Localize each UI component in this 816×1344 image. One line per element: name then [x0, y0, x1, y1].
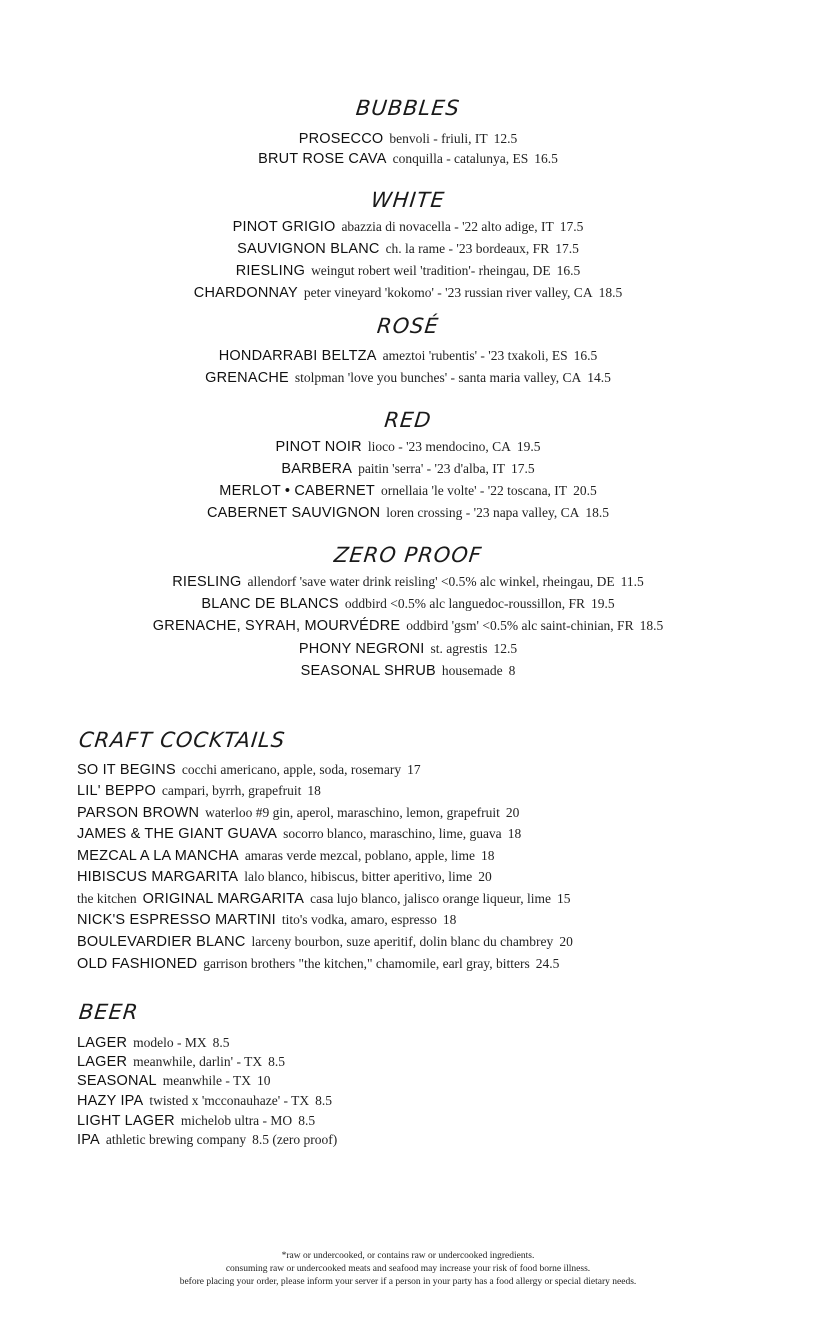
item-price: 17.5 — [511, 461, 535, 476]
item-name: HIBISCUS MARGARITA — [77, 869, 239, 885]
item-name: RIESLING — [172, 574, 242, 590]
item-price: 10 — [257, 1073, 271, 1088]
item-desc: conquilla - catalunya, ES — [392, 151, 529, 166]
item-desc: amaras verde mezcal, poblano, apple, lime — [244, 848, 475, 863]
item-desc: athletic brewing company — [105, 1132, 247, 1147]
item-name: RIESLING — [235, 263, 306, 279]
menu-item — [0, 239, 816, 259]
item-desc: campari, byrrh, grapefruit — [161, 783, 302, 798]
menu-item — [77, 846, 494, 866]
item-desc: meanwhile - TX — [162, 1073, 252, 1088]
item-name: LIL' BEPPO — [77, 783, 156, 799]
menu-item — [77, 760, 421, 780]
item-name: CABERNET SAUVIGNON — [206, 505, 381, 521]
item-name: MEZCAL A LA MANCHA — [77, 848, 239, 864]
item-name: MERLOT • CABERNET — [219, 483, 375, 499]
menu-item — [77, 803, 519, 823]
menu-item — [0, 283, 816, 303]
item-prefix: the kitchen — [77, 891, 137, 906]
item-name: PROSECCO — [298, 131, 384, 147]
item-name: HONDARRABI BELTZA — [218, 348, 377, 364]
item-desc: allendorf 'save water drink reisling' <0.5% alc winkel, rheingau, DE — [247, 574, 615, 589]
item-name: SEASONAL SHRUB — [300, 663, 436, 679]
item-name: GRENACHE — [205, 370, 289, 386]
section-title-craft-cocktails: CRAFT COCKTAILS — [77, 728, 287, 752]
footer-disclaimer — [0, 1250, 816, 1289]
menu-item — [0, 661, 816, 681]
menu-item — [0, 459, 816, 479]
footer-line: before placing your order, please inform your server if a person in your party has a food allergy or special dietary needs. — [179, 1277, 637, 1287]
item-desc: lalo blanco, hibiscus, bitter aperitivo, lime — [244, 869, 473, 884]
menu-item — [0, 437, 816, 457]
item-name: ORIGINAL MARGARITA — [142, 891, 305, 907]
item-desc: casa lujo blanco, jalisco orange liqueur, lime — [310, 891, 552, 906]
item-name: PINOT GRIGIO — [232, 219, 336, 235]
item-price: 20 — [559, 934, 573, 949]
menu-item — [77, 781, 321, 801]
item-price: 17 — [407, 762, 421, 777]
item-name: BOULEVARDIER BLANC — [77, 934, 246, 950]
item-price: 16.5 — [573, 348, 598, 363]
item-price: 20 — [478, 869, 492, 884]
menu-item — [77, 1071, 271, 1091]
section-title-zero-proof: ZERO PROOF — [332, 543, 484, 567]
menu-item — [77, 1033, 230, 1053]
item-desc: weingut robert weil 'tradition'- rheingau, DE — [311, 263, 551, 278]
item-name: SO IT BEGINS — [77, 762, 176, 778]
item-desc: ch. la rame - '23 bordeaux, FR — [385, 241, 550, 256]
section-title-white: WHITE — [369, 188, 447, 212]
item-name: SEASONAL — [77, 1073, 157, 1089]
item-name: LAGER — [77, 1035, 128, 1051]
section-title-beer: BEER — [77, 1000, 140, 1024]
item-price: 19.5 — [591, 596, 615, 611]
item-desc: cocchi americano, apple, soda, rosemary — [181, 762, 402, 777]
item-name: CHARDONNAY — [193, 285, 298, 301]
item-desc: lioco - '23 mendocino, CA — [367, 439, 511, 454]
item-name: BRUT ROSE CAVA — [258, 151, 387, 167]
menu-item — [77, 1091, 332, 1111]
item-name: IPA — [77, 1132, 100, 1148]
item-name: NICK'S ESPRESSO MARTINI — [77, 912, 276, 928]
item-price: 17.5 — [559, 219, 584, 234]
item-price: 8.5 (zero proof) — [252, 1132, 338, 1147]
item-price: 8 — [508, 663, 516, 678]
section-title-red: RED — [383, 408, 433, 432]
item-desc: modelo - MX — [133, 1035, 207, 1050]
item-price: 18 — [507, 826, 522, 841]
item-desc: waterloo #9 gin, aperol, maraschino, lemon, grapefruit — [205, 805, 500, 820]
item-price: 8.5 — [315, 1093, 333, 1108]
item-price: 18.5 — [598, 285, 623, 300]
item-price: 16.5 — [534, 151, 558, 166]
item-desc: twisted x 'mcconauhaze' - TX — [149, 1093, 310, 1108]
item-name: GRENACHE, SYRAH, MOURVÉDRE — [152, 618, 401, 634]
item-desc: st. agrestis — [430, 641, 488, 656]
item-desc: paitin 'serra' - '23 d'alba, IT — [358, 461, 505, 476]
item-price: 8.5 — [212, 1035, 230, 1050]
item-name: OLD FASHIONED — [77, 956, 198, 972]
menu-item — [77, 910, 456, 930]
item-price: 14.5 — [587, 370, 611, 385]
item-price: 24.5 — [535, 956, 560, 971]
item-desc: abazzia di novacella - '22 alto adige, IT — [341, 219, 554, 234]
item-name: BARBERA — [281, 461, 353, 477]
item-desc: loren crossing - '23 napa valley, CA — [386, 505, 580, 520]
item-price: 17.5 — [555, 241, 579, 256]
item-price: 18.5 — [639, 618, 664, 633]
section-title-bubbles: BUBBLES — [354, 96, 462, 120]
item-desc: stolpman 'love you bunches' - santa maria valley, CA — [294, 370, 582, 385]
item-desc: ameztoi 'rubentis' - '23 txakoli, ES — [382, 348, 568, 363]
menu-item — [0, 572, 816, 592]
item-name: PHONY NEGRONI — [298, 641, 425, 657]
item-desc: ornellaia 'le volte' - '22 toscana, IT — [380, 483, 568, 498]
item-desc: oddbird 'gsm' <0.5% alc saint-chinian, FR — [406, 618, 634, 633]
item-price: 12.5 — [493, 641, 518, 656]
item-name: PINOT NOIR — [275, 439, 362, 455]
footer-line: *raw or undercooked, or contains raw or undercooked ingredients. — [281, 1251, 535, 1261]
item-desc: larceny bourbon, suze aperitif, dolin blanc du chambrey — [251, 934, 554, 949]
menu-item — [0, 149, 816, 169]
item-price: 19.5 — [516, 439, 541, 454]
menu-item — [0, 129, 816, 149]
menu-item — [0, 217, 816, 237]
menu-item — [0, 368, 816, 388]
item-price: 18.5 — [585, 505, 610, 520]
item-name: PARSON BROWN — [77, 805, 200, 821]
item-price: 11.5 — [620, 574, 644, 589]
item-desc: socorro blanco, maraschino, lime, guava — [283, 826, 502, 841]
menu-item — [0, 503, 816, 523]
menu-item — [0, 594, 816, 614]
item-price: 8.5 — [268, 1054, 285, 1069]
menu-item — [77, 1052, 285, 1072]
item-desc: tito's vodka, amaro, espresso — [281, 912, 437, 927]
item-name: SAUVIGNON BLANC — [237, 241, 380, 257]
item-name: JAMES & THE GIANT GUAVA — [77, 826, 278, 842]
item-price: 18 — [442, 912, 457, 927]
section-title-rose: ROSÉ — [375, 314, 441, 338]
item-desc: meanwhile, darlin' - TX — [133, 1054, 263, 1069]
menu-item — [0, 616, 816, 636]
menu-item — [77, 889, 571, 909]
menu-item — [0, 261, 816, 281]
menu-item — [77, 824, 521, 844]
item-price: 12.5 — [493, 131, 518, 146]
item-price: 20.5 — [573, 483, 597, 498]
item-desc: oddbird <0.5% alc languedoc-roussillon, FR — [344, 596, 586, 611]
item-name: LIGHT LAGER — [77, 1113, 175, 1129]
item-price: 20 — [505, 805, 520, 820]
menu-item — [77, 954, 559, 974]
item-desc: housemade — [441, 663, 503, 678]
item-name: HAZY IPA — [77, 1093, 144, 1109]
menu-item — [77, 867, 492, 887]
menu-item — [77, 932, 573, 952]
item-price: 15 — [557, 891, 571, 906]
menu-item — [77, 1130, 337, 1150]
item-price: 8.5 — [298, 1113, 316, 1128]
item-desc: peter vineyard 'kokomo' - '23 russian river valley, CA — [303, 285, 593, 300]
item-price: 18 — [480, 848, 495, 863]
footer-line: consuming raw or undercooked meats and seafood may increase your risk of food borne illness. — [225, 1264, 591, 1274]
item-name: BLANC DE BLANCS — [201, 596, 339, 612]
item-desc: michelob ultra - MO — [180, 1113, 293, 1128]
menu-item — [77, 1111, 315, 1131]
item-desc: garrison brothers "the kitchen," chamomile, earl gray, bitters — [203, 956, 530, 971]
menu-item — [0, 346, 816, 366]
item-price: 18 — [307, 783, 321, 798]
menu-item — [0, 639, 816, 659]
menu-item — [0, 481, 816, 501]
item-price: 16.5 — [556, 263, 581, 278]
item-desc: benvoli - friuli, IT — [389, 131, 488, 146]
item-name: LAGER — [77, 1054, 128, 1070]
